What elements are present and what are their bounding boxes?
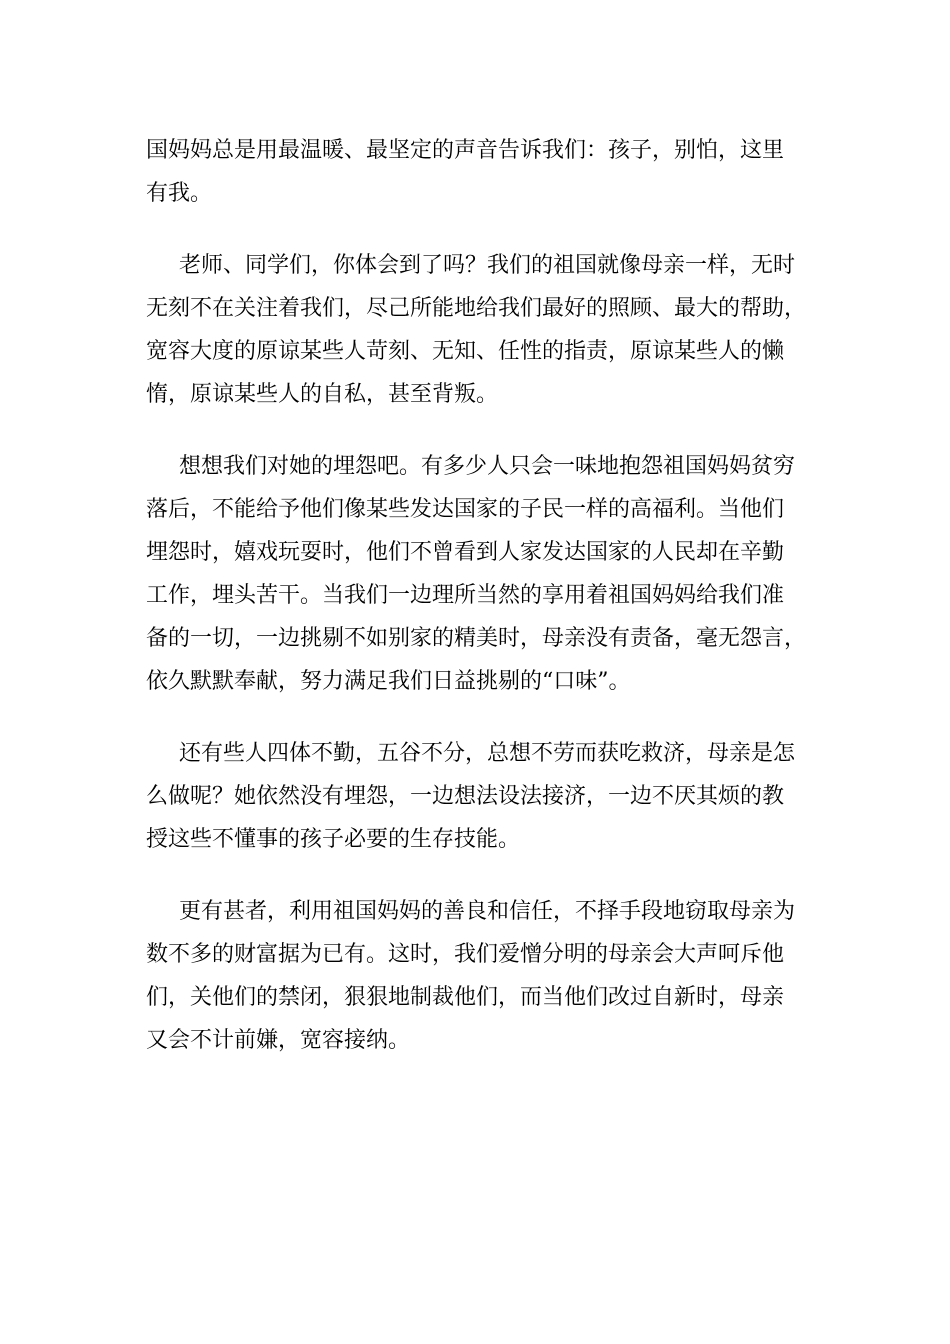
paragraph [146, 445, 826, 703]
paragraph [146, 129, 826, 215]
text-line: 想想我们对她的埋怨吧。有多少人只会一味地抱怨祖国妈妈贫穷 [179, 454, 796, 479]
text-line: 数不多的财富据为已有。这时，我们爱憎分明的母亲会大声呵斥他 [146, 942, 785, 967]
text-line: 依久默默奉献，努力满足我们日益挑剔的“口味”。 [146, 669, 631, 694]
paragraph [146, 732, 826, 861]
text-line: 备的一切，一边挑剔不如别家的精美时，母亲没有责备，毫无怨言， [146, 626, 807, 651]
text-line: 有我。 [146, 181, 213, 206]
paragraph [146, 244, 826, 416]
text-line: 埋怨时，嬉戏玩耍时，他们不曾看到人家发达国家的人民却在辛勤 [146, 540, 785, 565]
text-line: 国妈妈总是用最温暖、最坚定的声音告诉我们：孩子，别怕，这里 [146, 138, 785, 163]
text-line: 们，关他们的禁闭，狠狠地制裁他们，而当他们改过自新时，母亲 [146, 985, 785, 1010]
paragraph-gap [146, 703, 826, 732]
text-line: 工作，埋头苦干。当我们一边理所当然的享用着祖国妈妈给我们准 [146, 583, 785, 608]
text-line: 落后，不能给予他们像某些发达国家的子民一样的高福利。当他们 [146, 497, 785, 522]
text-line: 还有些人四体不勤，五谷不分，总想不劳而获吃救济，母亲是怎 [179, 741, 796, 766]
paragraph-gap [146, 416, 826, 445]
paragraph [146, 890, 826, 1062]
text-line: 老师、同学们，你体会到了吗？我们的祖国就像母亲一样，无时 [179, 253, 796, 278]
text-line: 无刻不在关注着我们，尽己所能地给我们最好的照顾、最大的帮助， [146, 296, 807, 321]
text-line: 更有甚者，利用祖国妈妈的善良和信任，不择手段地窃取母亲为 [179, 899, 796, 924]
paragraph-gap [146, 861, 826, 890]
document-body [146, 129, 826, 1062]
text-line: 宽容大度的原谅某些人苛刻、无知、任性的指责，原谅某些人的懒 [146, 339, 785, 364]
text-line: 惰，原谅某些人的自私，甚至背叛。 [146, 382, 499, 407]
text-line: 又会不计前嫌，宽容接纳。 [146, 1028, 411, 1053]
text-line: 授这些不懂事的孩子必要的生存技能。 [146, 827, 521, 852]
paragraph-gap [146, 215, 826, 244]
text-line: 么做呢？她依然没有埋怨，一边想法设法接济，一边不厌其烦的教 [146, 784, 785, 809]
